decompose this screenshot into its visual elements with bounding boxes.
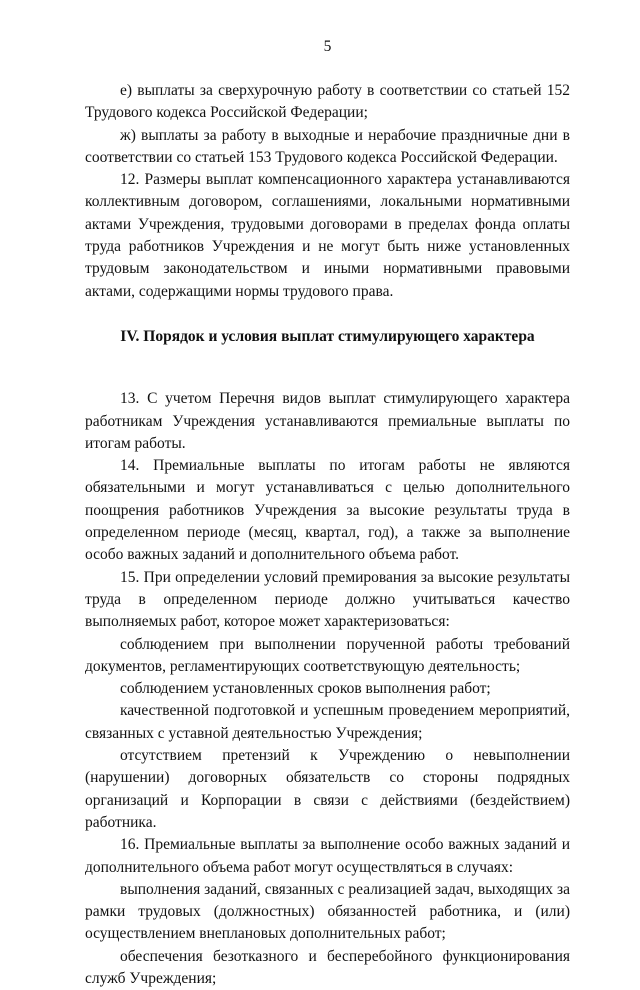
list-item-deadlines: соблюдением установленных сроков выполнения работ; [120, 680, 491, 698]
paragraph-item-e: е) выплаты за сверхурочную работу в соответствии со статьей 152 Трудового кодекса Российской Федерации; [85, 82, 570, 122]
list-item-extra-tasks: выполнения заданий, связанных с реализацией задач, выходящих за рамки трудовых (должностных) обязанностей работника, и (или) осуществлением внеплановых дополнительных работ; [85, 880, 570, 943]
document-body [85, 80, 570, 990]
list-item-no-claims: отсутствием претензий к Учреждению о невыполнении (нарушении) договорных обязательств со стороны подрядных организаций и Корпорации в связи с действиями (бездействием) работника. [85, 747, 570, 831]
paragraph-item-zh: ж) выплаты за работу в выходные и нерабочие праздничные дни в соответствии со статьей 153 Трудового кодекса Российской Федерации. [85, 126, 570, 166]
document-page [85, 0, 570, 987]
list-item-compliance: соблюдением при выполнении порученной работы требований документов, регламентирующих соответствующую деятельность; [85, 635, 570, 675]
paragraph-13: 13. С учетом Перечня видов выплат стимулирующего характера работникам Учреждения устанавливаются премиальные выплаты по итогам работы. [85, 390, 570, 452]
section-heading: IV. Порядок и условия выплат стимулирующего характера [120, 327, 535, 345]
page-number: 5 [323, 38, 332, 55]
list-item-uninterrupted: обеспечения безотказного и бесперебойного функционирования служб Учреждения; [85, 947, 570, 987]
paragraph-14: 14. Премиальные выплаты по итогам работы не являются обязательными и могут устанавливаться с целью дополнительного поощрения работников Учреждения за высокие результаты труда в определенном периоде (месяц, квартал, год), а также за выполнение особо важных заданий и дополнительного объема работ. [85, 457, 570, 564]
paragraph-12: 12. Размеры выплат компенсационного характера устанавливаются коллективным договором, соглашениями, локальными нормативными актами Учреждения, трудовыми договорами в пределах фонда оплаты труда работников Учреждения и не могут быть ниже установленных трудовым законодательством и иными нормативными правовыми актами, содержащими нормы трудового права. [85, 171, 570, 300]
list-item-events: качественной подготовкой и успешным проведением мероприятий, связанных с уставной деятельностью Учреждения; [85, 702, 570, 742]
paragraph-16: 16. Премиальные выплаты за выполнение особо важных заданий и дополнительного объема работ могут осуществляться в случаях: [85, 836, 570, 876]
paragraph-15: 15. При определении условий премирования за высокие результаты труда в определенном периоде должно учитываться качество выполняемых работ, которое может характеризоваться: [85, 568, 570, 631]
